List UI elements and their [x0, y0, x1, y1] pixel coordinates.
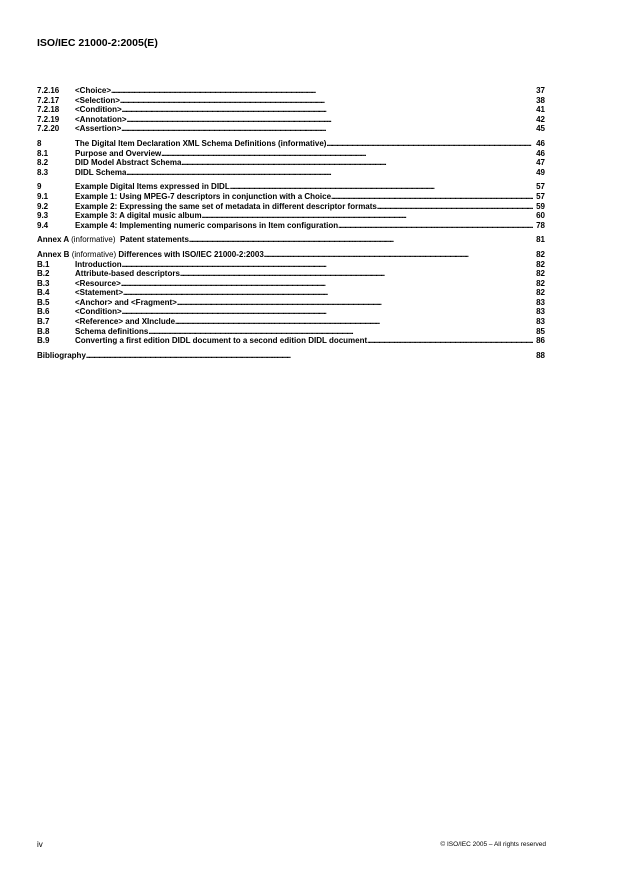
toc-page: 57 [536, 191, 545, 201]
toc-entry[interactable] [37, 149, 545, 159]
annex-label [37, 235, 189, 245]
toc-leader [122, 260, 533, 270]
toc-page: 47 [536, 158, 545, 168]
toc-page: 38 [536, 95, 545, 105]
toc-leader [326, 139, 533, 149]
toc-leader [111, 86, 533, 96]
toc-number: 7.2.19 [37, 114, 60, 124]
toc-number: 9.4 [37, 220, 49, 230]
toc-page: 86 [536, 336, 545, 346]
toc-entry[interactable] [37, 182, 545, 192]
toc-number: 8.3 [37, 167, 49, 177]
toc-title: <Resource> [75, 278, 121, 288]
annex-b-label: Annex B [37, 249, 70, 259]
toc-number: 9.2 [37, 201, 49, 211]
toc-entry[interactable] [37, 327, 545, 337]
toc-page: 82 [536, 249, 545, 259]
toc-number: 8.1 [37, 148, 49, 158]
toc-entry[interactable] [37, 158, 545, 168]
toc-leader [121, 279, 533, 289]
toc-number: 9.1 [37, 191, 49, 201]
toc-entry[interactable] [37, 124, 545, 134]
toc-entry[interactable] [37, 336, 545, 346]
toc-leader [189, 235, 533, 245]
toc-title: Example 1: Using MPEG-7 descriptors in conjunction with a Choice [75, 191, 332, 201]
toc-title: Introduction [75, 259, 122, 269]
toc-page: 81 [536, 235, 545, 245]
toc-entry[interactable] [37, 168, 545, 178]
annex-a-title: Patent statements [120, 235, 189, 245]
toc-title: Schema definitions [75, 326, 149, 336]
toc-entry[interactable] [37, 96, 545, 106]
toc-entry[interactable] [37, 269, 545, 279]
toc-title: <Reference> and XInclude [75, 317, 176, 327]
toc-entry[interactable] [37, 115, 545, 125]
toc-page: 82 [536, 259, 545, 269]
toc-number: 8 [37, 138, 42, 148]
toc-number: B.5 [37, 297, 50, 307]
toc-title: DIDL Schema [75, 167, 127, 177]
toc-leader [161, 149, 533, 159]
toc-title: <Statement> [75, 288, 124, 298]
toc-page: 46 [536, 148, 545, 158]
toc-annex-b [37, 250, 545, 346]
toc-leader [121, 124, 533, 134]
toc-entry[interactable] [37, 202, 545, 212]
toc-number: 9.3 [37, 211, 49, 221]
toc-leader [177, 298, 533, 308]
toc-title: Attribute-based descriptors [75, 269, 180, 279]
table-of-contents [37, 86, 545, 365]
toc-leader [123, 288, 533, 298]
toc-title: The Digital Item Declaration XML Schema Definitions (informative) [75, 138, 327, 148]
toc-leader [377, 202, 533, 212]
toc-title: Example 2: Expressing the same set of metadata in different descriptor formats [75, 201, 377, 211]
toc-entry[interactable] [37, 288, 545, 298]
toc-page: 37 [536, 86, 545, 95]
toc-title: Converting a first edition DIDL document to a second edition DIDL document [75, 336, 368, 346]
toc-number: B.4 [37, 288, 50, 298]
toc-leader [230, 182, 533, 192]
toc-page: 60 [536, 211, 545, 221]
toc-group-9 [37, 182, 545, 230]
toc-page: 83 [536, 317, 545, 327]
toc-title: <Anchor> and <Fragment> [75, 297, 177, 307]
toc-annex-a [37, 235, 545, 245]
toc-page: 85 [536, 326, 545, 336]
toc-entry[interactable] [37, 307, 545, 317]
toc-entry-bibliography[interactable] [37, 351, 545, 361]
toc-page: 83 [536, 297, 545, 307]
toc-page: 49 [536, 167, 545, 177]
toc-number: 7.2.18 [37, 105, 60, 115]
toc-number: B.6 [37, 307, 50, 317]
toc-leader [202, 211, 533, 221]
toc-leader [367, 336, 533, 346]
toc-leader [148, 327, 533, 337]
toc-leader [122, 307, 533, 317]
toc-group-8 [37, 139, 545, 177]
toc-number: 7.2.16 [37, 86, 60, 95]
toc-leader [126, 168, 533, 178]
toc-entry[interactable] [37, 139, 545, 149]
toc-leader [181, 158, 533, 168]
toc-page: 88 [536, 350, 545, 360]
toc-page: 45 [536, 124, 545, 134]
toc-number: B.3 [37, 278, 50, 288]
toc-page: 42 [536, 114, 545, 124]
toc-bibliography [37, 351, 545, 361]
toc-entry[interactable] [37, 192, 545, 202]
toc-page: 46 [536, 138, 545, 148]
toc-page: 41 [536, 105, 545, 115]
toc-entry[interactable] [37, 105, 545, 115]
toc-page: 78 [536, 220, 545, 230]
toc-leader [180, 269, 533, 279]
toc-entry[interactable] [37, 211, 545, 221]
toc-page: 83 [536, 307, 545, 317]
footer-page-number: iv [37, 840, 43, 849]
toc-number: B.9 [37, 336, 50, 346]
toc-title: Example Digital Items expressed in DIDL [75, 182, 230, 192]
toc-leader [86, 351, 533, 361]
toc-page: 57 [536, 182, 545, 192]
toc-group-7 [37, 86, 545, 134]
toc-page: 82 [536, 288, 545, 298]
toc-entry[interactable] [37, 221, 545, 231]
toc-page: 82 [536, 269, 545, 279]
toc-leader [120, 96, 533, 106]
toc-title: Bibliography [37, 350, 86, 360]
footer-copyright: © ISO/IEC 2005 – All rights reserved [440, 841, 546, 848]
toc-number: B.2 [37, 269, 50, 279]
toc-leader [127, 115, 533, 125]
toc-leader [175, 317, 533, 327]
annex-label [37, 250, 264, 260]
toc-entry-annex-a[interactable] [37, 235, 545, 245]
toc-number: 7.2.17 [37, 95, 60, 105]
annex-b-title: Differences with ISO/IEC 21000-2:2003 [118, 249, 264, 259]
toc-entry[interactable] [37, 86, 545, 96]
document-header: ISO/IEC 21000-2:2005(E) [37, 37, 158, 49]
toc-leader [331, 192, 533, 202]
toc-number: B.8 [37, 326, 50, 336]
toc-page: 82 [536, 278, 545, 288]
toc-title: <Selection> [75, 95, 120, 105]
annex-b-type: (informative) [71, 249, 117, 259]
toc-entry[interactable] [37, 260, 545, 270]
toc-entry-annex-b[interactable] [37, 250, 545, 260]
toc-number: 9 [37, 182, 42, 192]
toc-entry[interactable] [37, 317, 545, 327]
toc-title: Purpose and Overview [75, 148, 162, 158]
toc-number: B.7 [37, 317, 50, 327]
toc-title: <Condition> [75, 307, 122, 317]
toc-number: B.1 [37, 259, 50, 269]
annex-a-label: Annex A [37, 235, 69, 245]
toc-entry[interactable] [37, 279, 545, 289]
toc-page: 59 [536, 201, 545, 211]
toc-leader [264, 250, 533, 260]
toc-title: DID Model Abstract Schema [75, 158, 182, 168]
toc-title: <Annotation> [75, 114, 127, 124]
annex-a-type: (informative) [71, 235, 116, 245]
toc-title: <Condition> [75, 105, 122, 115]
toc-title: <Choice> [75, 86, 112, 95]
toc-number: 7.2.20 [37, 124, 60, 134]
toc-title: <Assertion> [75, 124, 122, 134]
toc-title: Example 4: Implementing numeric comparisons in Item configuration [75, 220, 339, 230]
toc-entry[interactable] [37, 298, 545, 308]
toc-leader [122, 105, 533, 115]
toc-title: Example 3: A digital music album [75, 211, 202, 221]
toc-number: 8.2 [37, 158, 49, 168]
toc-leader [338, 221, 533, 231]
